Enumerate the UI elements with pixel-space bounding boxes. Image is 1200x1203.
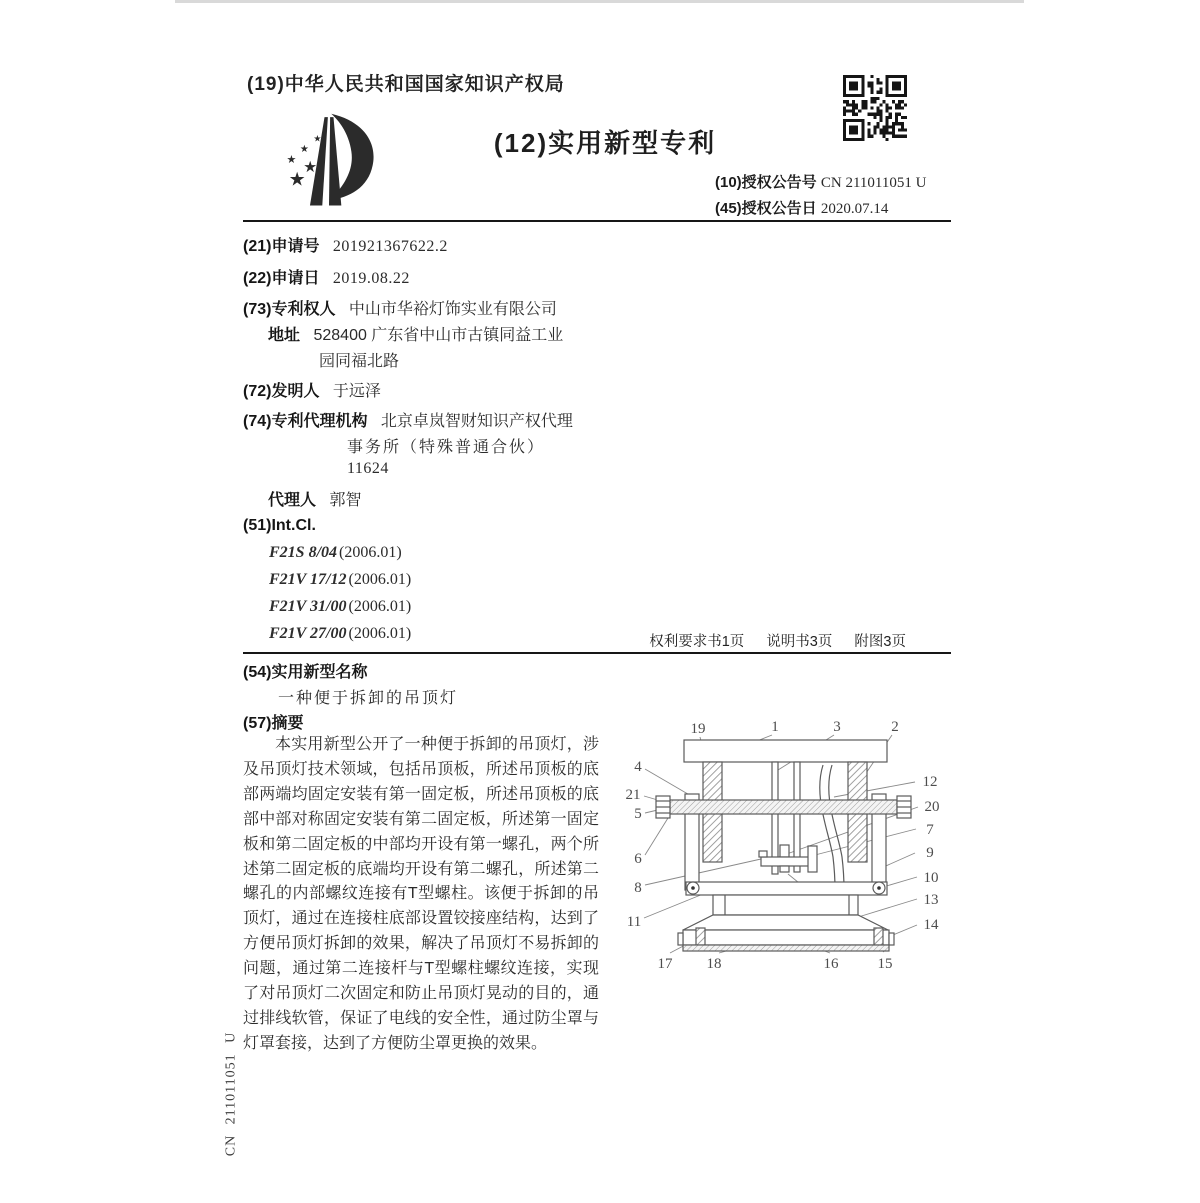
claims-pages: 权利要求书1页	[649, 634, 745, 650]
classification-row	[243, 598, 411, 616]
application-date-row	[243, 265, 410, 288]
figure-ref-19: 19	[690, 721, 706, 737]
agent-row	[243, 487, 361, 510]
utility-model-name: 一种便于拆卸的吊顶灯	[278, 690, 459, 707]
address-row	[243, 322, 563, 345]
svg-text:★: ★	[299, 143, 309, 155]
figure-ref-8: 8	[634, 880, 642, 896]
publication-number-label: (10)授权公告号	[715, 174, 817, 191]
application-date: 2019.08.22	[332, 270, 410, 287]
classification-row	[243, 544, 402, 562]
patentee-name: 中山市华裕灯饰实业有限公司	[348, 301, 557, 318]
figure-ref-17: 17	[657, 956, 673, 972]
classification-row	[243, 571, 411, 589]
figure-ref-5: 5	[634, 806, 642, 822]
ipc-version: (2006.01)	[348, 571, 412, 588]
svg-text:★: ★	[313, 133, 322, 144]
issuing-office: (19)中华人民共和国国家知识产权局	[247, 74, 565, 95]
address-line1: 528400 广东省中山市古镇同益工业	[313, 327, 564, 344]
ipc-version: (2006.01)	[348, 598, 412, 615]
agent-name: 郭智	[329, 492, 362, 509]
figure-ref-9: 9	[926, 845, 934, 861]
publication-number-row	[715, 170, 926, 196]
ipc-code: F21V 17/12	[269, 571, 347, 588]
agent-label: 代理人	[268, 492, 317, 509]
agency-row-2	[243, 434, 545, 457]
figure-ref-14: 14	[923, 917, 939, 933]
figure-ref-6: 6	[634, 851, 642, 867]
abstract-text: 本实用新型公开了一种便于拆卸的吊顶灯，涉及吊顶灯技术领域，包括吊顶板，所述吊顶板的底部两端均固定安装有第一固定板，所述吊顶板的底部中部对称固定安装有第二固定板，所述第一固定板和第二固定板的中部均开设有第一螺孔，两个所述第二固定板的底端均开设有第二螺孔，所述第二螺孔的内部螺纹连接有T型螺柱。该便于拆卸的吊顶灯，通过在连接柱底部设置铰接座结构，达到了方便吊顶灯拆卸的效果，解决了吊顶灯不易拆卸的问题，通过第二连接杆与T型螺柱螺纹连接，实现了对吊顶灯二次固定和防止吊顶灯晃动的目的，通过排线软管，保证了电线的安全性，通过防尘罩与灯罩套接，达到了方便防尘罩更换的效果。	[243, 736, 599, 1052]
figures-pages: 附图3页	[854, 634, 906, 650]
utility-model-name-label: (54)实用新型名称	[243, 664, 368, 681]
application-date-label: (22)申请日	[243, 270, 320, 287]
publication-number: CN 211011051 U	[820, 175, 927, 191]
application-number-label: (21)申请号	[243, 238, 320, 255]
intcl-label: (51)Int.Cl.	[243, 517, 316, 534]
patentee-label: (73)专利权人	[243, 301, 336, 318]
agency-name-line1: 北京卓岚智财知识产权代理	[380, 413, 573, 430]
figure-ref-20: 20	[924, 799, 940, 815]
figure-ref-21: 21	[625, 787, 641, 803]
svg-text:★: ★	[303, 158, 318, 176]
agency-row	[243, 408, 573, 431]
inventor-row	[243, 378, 381, 401]
figure-ref-1: 1	[771, 719, 779, 735]
figure-ref-7: 7	[926, 822, 934, 838]
figure-ref-12: 12	[922, 774, 938, 790]
page-counts	[649, 630, 906, 651]
figure-ref-15: 15	[877, 956, 893, 972]
svg-text:★: ★	[286, 154, 297, 166]
agency-label: (74)专利代理机构	[243, 413, 368, 430]
agency-code: 11624	[347, 460, 389, 477]
intcl-row	[243, 517, 316, 535]
classification-row	[243, 625, 411, 643]
agency-name-line2: 事务所（特殊普通合伙）	[347, 439, 546, 456]
ipc-version: (2006.01)	[339, 544, 402, 561]
cnipa-logo-icon	[273, 107, 385, 219]
patentee-row	[243, 296, 557, 319]
figure-ref-10: 10	[923, 870, 939, 886]
description-pages: 说明书3页	[766, 634, 833, 650]
inventor-name: 于远泽	[332, 383, 381, 400]
figure-ref-13: 13	[923, 892, 939, 908]
address-line2: 园同福北路	[319, 353, 400, 370]
figure-ref-4: 4	[634, 759, 642, 775]
figure-ref-3: 3	[833, 719, 841, 735]
address-label: 地址	[268, 327, 301, 344]
application-number: 201921367622.2	[332, 238, 448, 255]
ipc-code: F21S 8/04	[269, 544, 338, 561]
figure-ref-11: 11	[626, 914, 642, 930]
inventor-label: (72)发明人	[243, 383, 320, 400]
abstract-label: (57)摘要	[243, 715, 304, 732]
document-type-title: (12)实用新型专利	[493, 128, 717, 158]
biblio-divider	[243, 652, 951, 654]
header-divider	[243, 220, 951, 222]
figure-ref-16: 16	[823, 956, 839, 972]
qr-code-canvas	[843, 75, 907, 141]
publication-info	[715, 170, 926, 222]
publication-date: 2020.07.14	[820, 201, 889, 217]
agency-code-row	[243, 460, 389, 478]
ipc-code: F21V 27/00	[269, 625, 347, 642]
side-publication-code: CN 211011051 U	[223, 1031, 239, 1157]
ipc-code: F21V 31/00	[269, 598, 347, 615]
ipc-version: (2006.01)	[348, 625, 412, 642]
publication-date-label: (45)授权公告日	[715, 200, 817, 217]
qr-code	[843, 75, 907, 141]
figure-drawing	[612, 697, 961, 989]
publication-date-row	[715, 196, 926, 222]
address-row-2	[243, 348, 399, 371]
application-number-row	[243, 233, 448, 256]
patent-front-page	[175, 0, 1024, 1203]
svg-text:★: ★	[288, 169, 306, 191]
figure-ref-18: 18	[706, 956, 722, 972]
figure-ref-2: 2	[891, 719, 899, 735]
